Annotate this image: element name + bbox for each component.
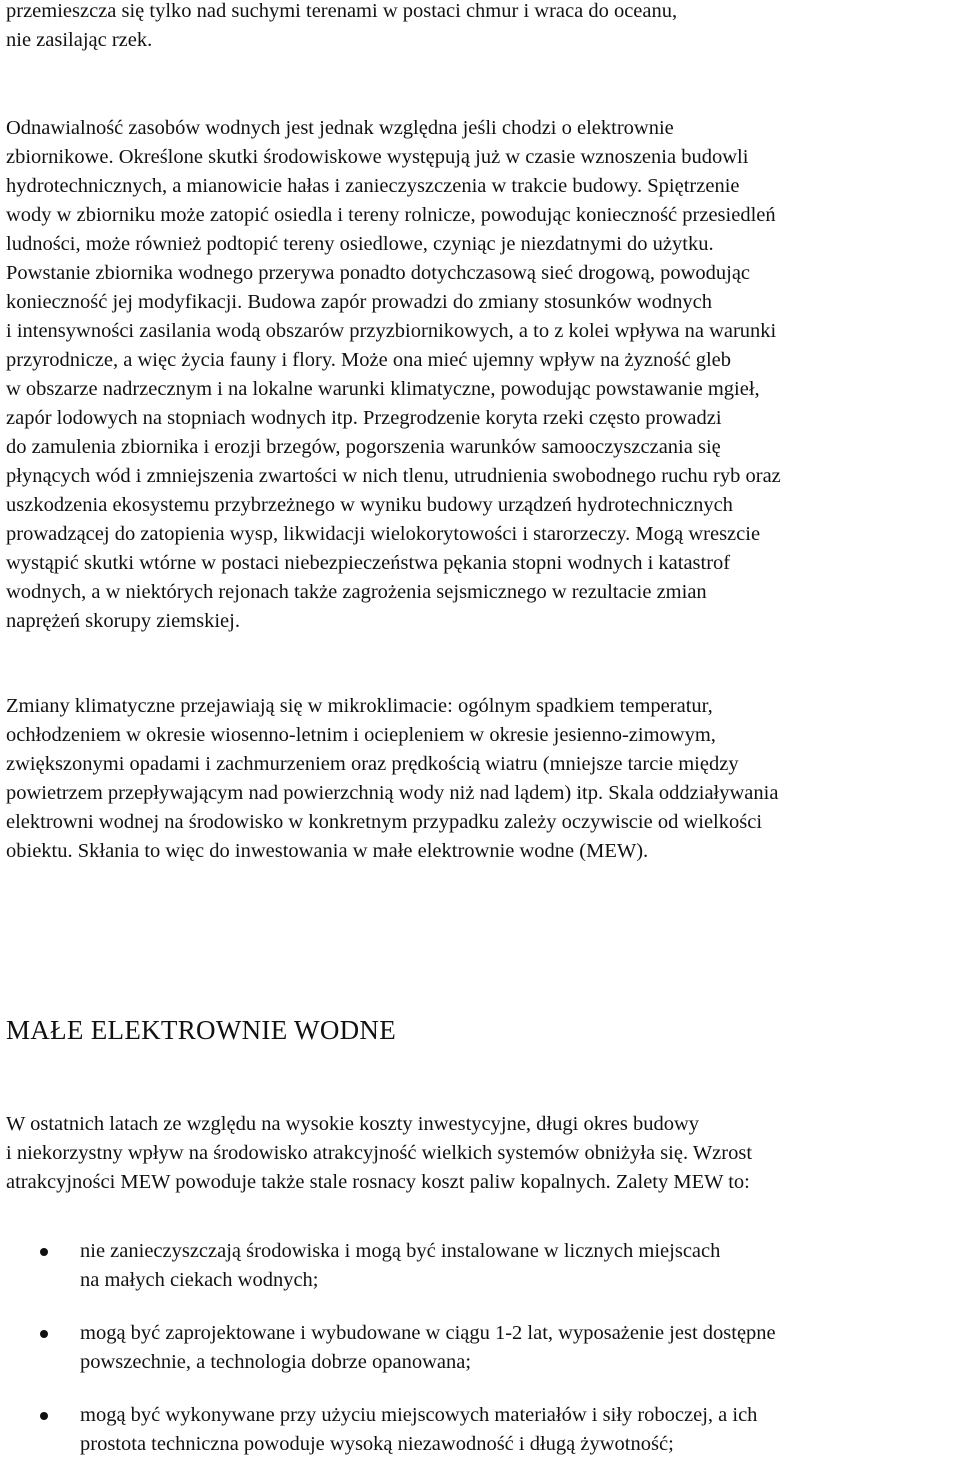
list-item bbox=[6, 1237, 954, 1295]
text-line: w obszarze nadrzecznym i na lokalne warunki klimatyczne, powodując powstawanie mgieł, bbox=[6, 378, 760, 400]
text-line: mogą być zaprojektowane i wybudowane w ciągu 1-2 lat, wyposażenie jest dostępne bbox=[80, 1322, 776, 1344]
text-line: mogą być wykonywane przy użyciu miejscowych materiałów i siły roboczej, a ich bbox=[80, 1404, 758, 1426]
text-line: W ostatnich latach ze względu na wysokie koszty inwestycyjne, długi okres budowy bbox=[6, 1113, 700, 1135]
text-line: hydrotechnicznych, a mianowicie hałas i zanieczyszczenia w trakcie budowy. Spiętrzenie bbox=[6, 175, 740, 197]
text-line: płynących wód i zmniejszenia zwartości w nich tlenu, utrudnienia swobodnego ruchu ryb oraz bbox=[6, 465, 781, 487]
paragraph-evaporation bbox=[6, 0, 677, 55]
text-line: Zmiany klimatyczne przejawiają się w mikroklimacie: ogólnym spadkiem temperatur, bbox=[6, 695, 713, 717]
advantages-list bbox=[6, 1237, 954, 1483]
text-line: elektrowni wodnej na środowisko w konkretnym przypadku zależy oczywiscie od wielkości bbox=[6, 811, 763, 833]
text-line: Odnawialność zasobów wodnych jest jednak względna jeśli chodzi o elektrownie bbox=[6, 117, 674, 139]
text-line: powietrzem przepływającym nad powierzchnią wody niż nad lądem) itp. Skala oddziaływania bbox=[6, 782, 779, 804]
paragraph-environmental-effects bbox=[6, 114, 781, 636]
text-line: prowadzącej do zatopienia wysp, likwidacji wielokorytowości i starorzeczy. Mogą wreszcie bbox=[6, 523, 761, 545]
text-line: ludności, może również podtopić tereny osiedlowe, czyniąc je niezdatnymi do użytku. bbox=[6, 233, 714, 255]
text-line: wodnych, a w niektórych rejonach także zagrożenia sejsmicznego w rezultacie zmian bbox=[6, 581, 707, 603]
text-line: nie zanieczyszczają środowiska i mogą być instalowane w licznych miejscach bbox=[80, 1240, 721, 1262]
text-line: i intensywności zasilania wodą obszarów przyzbiornikowych, a to z kolei wpływa na warunki bbox=[6, 320, 777, 342]
text-line: atrakcyjności MEW powoduje także stale rosnacy koszt paliw kopalnych. Zalety MEW to: bbox=[6, 1171, 750, 1193]
text-line: ochłodzeniem w okresie wiosenno-letnim i ociepleniem w okresie jesienno-zimowym, bbox=[6, 724, 716, 746]
paragraph-climate-changes bbox=[6, 692, 778, 866]
text-line: naprężeń skorupy ziemskiej. bbox=[6, 610, 240, 632]
text-line: wystąpić skutki wtórne w postaci niebezpieczeństwa pękania stopni wodnych i katastrof bbox=[6, 552, 731, 574]
text-line: przyrodnicze, a więc życia fauny i flory. Może ona mieć ujemny wpływ na żyzność gleb bbox=[6, 349, 731, 371]
text-line: zapór lodowych na stopniach wodnych itp. Przegrodzenie koryta rzeki często prowadzi bbox=[6, 407, 722, 429]
text-line: na małych ciekach wodnych; bbox=[80, 1269, 319, 1291]
text-line: wody w zbiorniku może zatopić osiedla i tereny rolnicze, powodując konieczność przesiedleń bbox=[6, 204, 776, 226]
text-line: zwiększonymi opadami i zachmurzeniem oraz prędkością wiatru (mniejsze tarcie między bbox=[6, 753, 739, 775]
paragraph-mew-intro bbox=[6, 1110, 752, 1197]
text-line: powszechnie, a technologia dobrze opanowana; bbox=[80, 1351, 472, 1373]
bullet-icon bbox=[40, 1330, 48, 1338]
list-item bbox=[6, 1401, 954, 1459]
text-line: uszkodzenia ekosystemu przybrzeżnego w wyniku budowy urządzeń hydrotechnicznych bbox=[6, 494, 733, 516]
list-item bbox=[6, 1319, 954, 1377]
text-line: przemieszcza się tylko nad suchymi terenami w postaci chmur i wraca do oceanu, bbox=[6, 0, 678, 22]
text-line: nie zasilając rzek. bbox=[6, 29, 153, 51]
text-line: zbiornikowe. Określone skutki środowiskowe występują już w czasie wznoszenia budowli bbox=[6, 146, 749, 168]
text-line: Powstanie zbiornika wodnego przerywa ponadto dotychczasową sieć drogową, powodując bbox=[6, 262, 751, 284]
bullet-icon bbox=[40, 1248, 48, 1256]
text-line: konieczność jej modyfikacji. Budowa zapór prowadzi do zmiany stosunków wodnych bbox=[6, 291, 712, 313]
text-line: i niekorzystny wpływ na środowisko atrakcyjność wielkich systemów obniżyła się. Wzrost bbox=[6, 1142, 753, 1164]
bullet-icon bbox=[40, 1412, 48, 1420]
text-line: prostota techniczna powoduje wysoką niezawodność i długą żywotność; bbox=[80, 1433, 674, 1455]
section-heading: MAŁE ELEKTROWNIE WODNE bbox=[6, 1015, 397, 1045]
text-line: obiektu. Skłania to więc do inwestowania w małe elektrownie wodne (MEW). bbox=[6, 840, 649, 862]
text-line: do zamulenia zbiornika i erozji brzegów, pogorszenia warunków samooczyszczania się bbox=[6, 436, 721, 458]
